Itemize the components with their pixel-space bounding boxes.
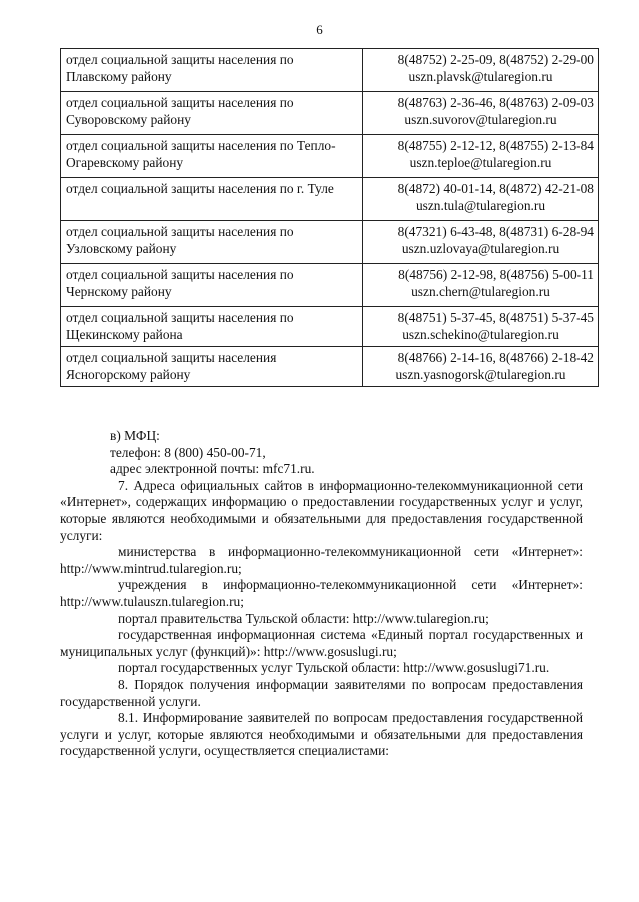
org-name-cell: отдел социальной защиты населения Ясногорскому району <box>61 347 363 387</box>
phone-numbers: 8(48751) 5-37-45, 8(48751) 5-37-45 <box>397 310 594 325</box>
page-number: 6 <box>316 22 323 37</box>
paragraph-7: 7. Адреса официальных сайтов в информационно-телекоммуникационной сети «Интернет», содержащих информацию о предоставлении государственных услуг и услуг, которые являются необходимыми и обязательными для предоставления государственной услуги: <box>60 477 583 543</box>
contact-cell <box>363 49 599 92</box>
phone-numbers: 8(47321) 6-43-48, 8(48731) 6-28-94 <box>397 224 594 239</box>
contact-cell <box>363 307 599 347</box>
contact-cell <box>363 178 599 221</box>
mfc-phone: телефон: 8 (800) 450-00-71, <box>110 444 266 460</box>
org-name-cell: отдел социальной защиты населения по Щекинскому района <box>61 307 363 347</box>
table-row <box>61 49 599 92</box>
table-row <box>61 264 599 307</box>
phone-numbers: 8(48752) 2-25-09, 8(48752) 2-29-00 <box>397 52 594 67</box>
org-name-cell: отдел социальной защиты населения по г. Туле <box>61 178 363 221</box>
org-name-cell: отдел социальной защиты населения по Чернскому району <box>61 264 363 307</box>
email-address: uszn.tula@tularegion.ru <box>415 198 546 213</box>
contact-cell <box>363 347 599 387</box>
table-row <box>61 221 599 264</box>
table-row <box>61 178 599 221</box>
phone-numbers: 8(4872) 40-01-14, 8(4872) 42-21-08 <box>397 181 594 196</box>
phone-numbers: 8(48756) 2-12-98, 8(48756) 5-00-11 <box>398 267 594 282</box>
contacts-table <box>60 48 599 387</box>
contact-cell <box>363 221 599 264</box>
regional-portal: портал государственных услуг Тульской области: http://www.gosuslugi71.ru. <box>118 660 550 676</box>
email-address: uszn.schekino@tularegion.ru <box>402 327 559 342</box>
contact-cell <box>363 92 599 135</box>
table-row <box>61 135 599 178</box>
phone-numbers: 8(48755) 2-12-12, 8(48755) 2-13-84 <box>397 138 594 153</box>
email-address: uszn.suvorov@tularegion.ru <box>404 112 557 127</box>
email-address: uszn.plavsk@tularegion.ru <box>408 69 553 84</box>
state-information-system: государственная информационная система «Единый портал государственных и муниципальных услуг (функций)»: http://www.gosuslugi.ru; <box>60 627 583 659</box>
contact-cell <box>363 135 599 178</box>
email-address: uszn.teploe@tularegion.ru <box>409 155 552 170</box>
government-portal: портал правительства Тульской области: http://www.tularegion.ru; <box>118 610 489 626</box>
institution-site: учреждения в информационно-телекоммуникационной сети «Интернет»: http://www.tulauszn.tularegion.ru; <box>60 577 583 609</box>
email-address: uszn.chern@tularegion.ru <box>411 284 550 299</box>
phone-numbers: 8(48763) 2-36-46, 8(48763) 2-09-03 <box>397 95 594 110</box>
table-row <box>61 307 599 347</box>
org-name-cell: отдел социальной защиты населения по Узловскому району <box>61 221 363 264</box>
contacts-table-body <box>61 49 599 387</box>
org-name-cell: отдел социальной защиты населения по Плавскому району <box>61 49 363 92</box>
org-name-cell: отдел социальной защиты населения по Суворовскому району <box>61 92 363 135</box>
paragraph-8-1: 8.1. Информирование заявителей по вопросам предоставления государственной услуги и услуг, которые являются необходимыми и обязательными для предоставления государственной услуги, осуществляется специалистами: <box>60 710 583 759</box>
mfc-email: адрес электронной почты: mfc71.ru. <box>110 461 315 477</box>
contact-cell <box>363 264 599 307</box>
email-address: uszn.uzlovaya@tularegion.ru <box>401 241 560 256</box>
body-text <box>60 428 583 760</box>
org-name-cell: отдел социальной защиты населения по Тепло-Огаревскому району <box>61 135 363 178</box>
paragraph-8: 8. Порядок получения информации заявителями по вопросам предоставления государственной услуги. <box>60 676 583 709</box>
table-row <box>61 347 599 387</box>
email-address: uszn.yasnogorsk@tularegion.ru <box>395 367 566 382</box>
ministry-site: министерства в информационно-телекоммуникационной сети «Интернет»: http://www.mintrud.tularegion.ru; <box>60 544 583 576</box>
phone-numbers: 8(48766) 2-14-16, 8(48766) 2-18-42 <box>397 350 594 365</box>
table-row <box>61 92 599 135</box>
mfc-heading: в) МФЦ: <box>110 428 160 443</box>
